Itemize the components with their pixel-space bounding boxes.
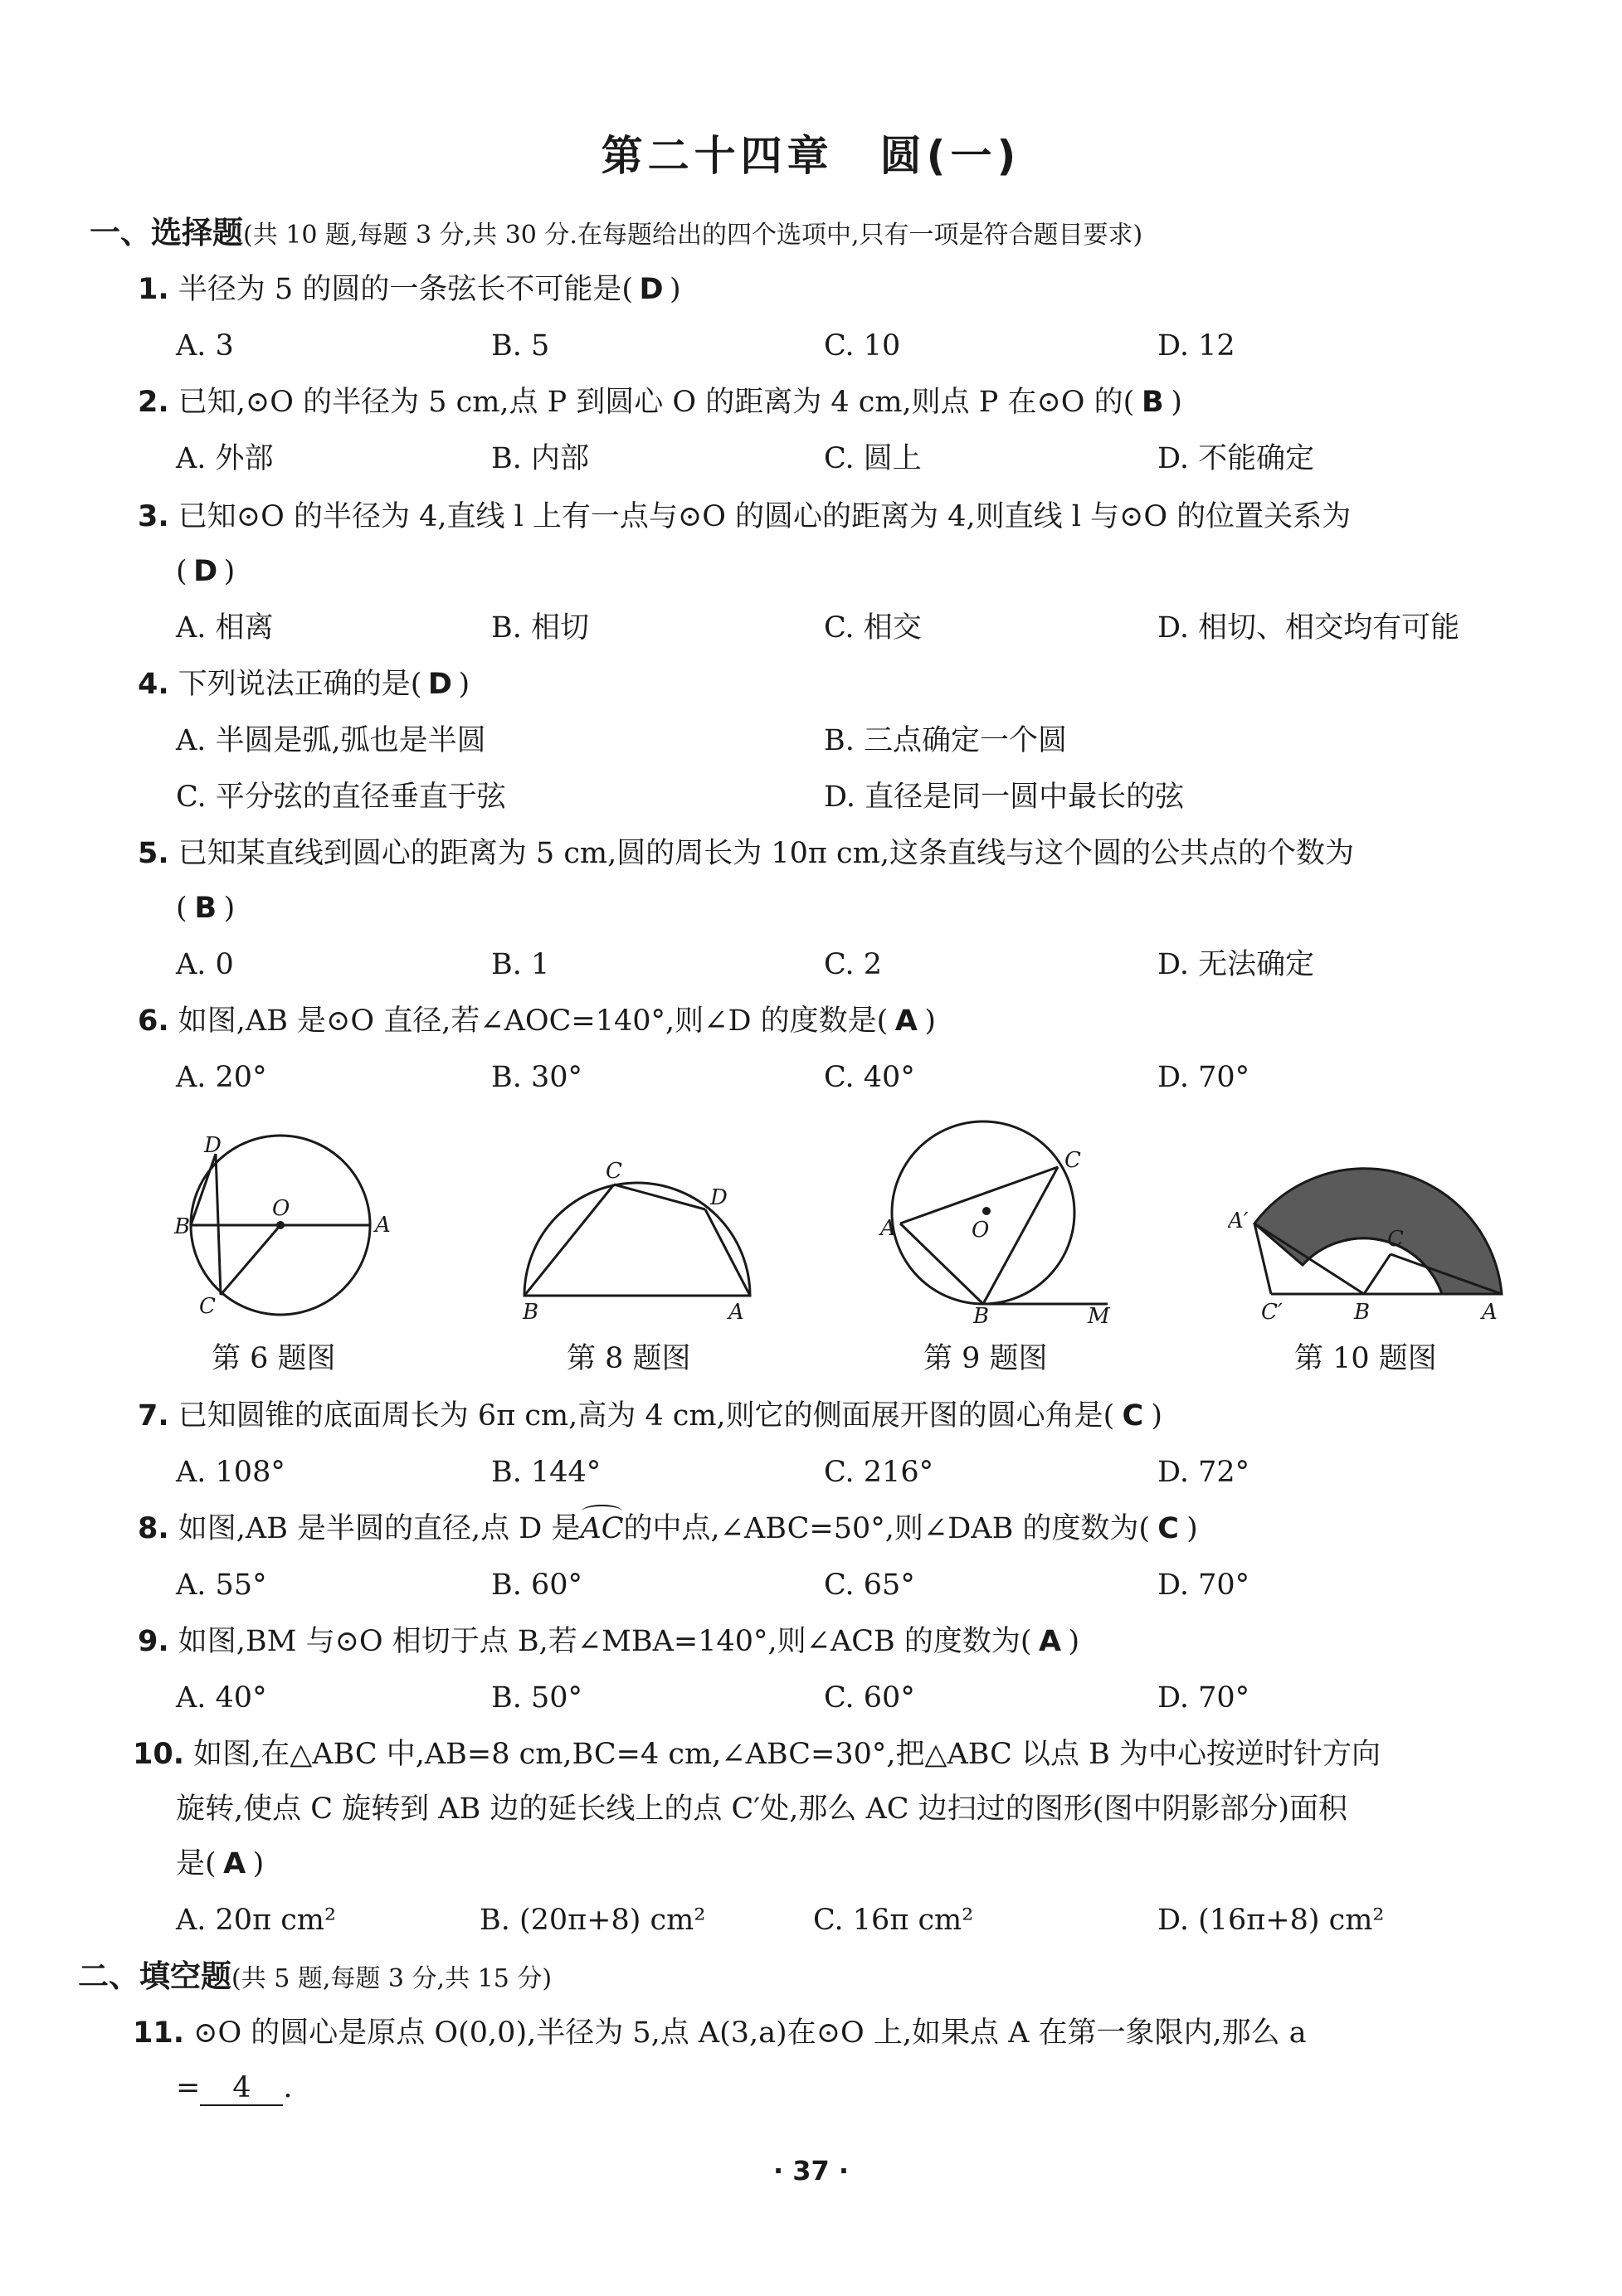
figure-10: [1228, 1153, 1510, 1323]
option-c: C. 40°: [824, 1061, 915, 1094]
label-c: C: [606, 1159, 622, 1184]
option-c: C. 圆上: [824, 442, 922, 475]
option-d: D. 直径是同一圆中最长的弦: [824, 781, 1185, 814]
option-c: C. 16π cm²: [813, 1904, 974, 1937]
answer-blank: 4: [200, 2074, 283, 2106]
figure-6-caption: 第 6 题图: [212, 1342, 336, 1375]
option-c: C. 10: [824, 329, 901, 362]
option-a: A. 108°: [176, 1456, 285, 1489]
figure-10-caption: 第 10 题图: [1294, 1342, 1437, 1375]
question-2: 2. 已知,⊙O 的半径为 5 cm,点 P 到圆心 O 的距离为 4 cm,则点 P 在⊙O 的( B ): [138, 386, 1182, 419]
label-a-prime: A′: [1228, 1209, 1249, 1233]
label-b: B: [174, 1214, 191, 1239]
question-11: 11. ⊙O 的圆心是原点 O(0,0),半径为 5,点 A(3,a)在⊙O 上,如果点 A 在第一象限内,那么 a: [133, 2016, 1307, 2050]
page-number: · 37 ·: [772, 2155, 850, 2187]
answer: A: [223, 1847, 246, 1880]
question-10-line-3: 是( A ): [176, 1847, 265, 1880]
option-b: B. 60°: [491, 1569, 583, 1602]
option-d: D. 无法确定: [1157, 948, 1315, 981]
figure-6: [166, 1132, 407, 1319]
label-m: M: [1088, 1304, 1110, 1323]
question-5-answer-line: ( B ): [176, 892, 236, 925]
label-a: A: [728, 1300, 744, 1323]
option-c: C. 216°: [824, 1456, 934, 1489]
option-b: B. 内部: [491, 442, 589, 475]
section-heading-choice: [90, 217, 1142, 249]
option-b: B. 相切: [491, 611, 589, 645]
label-a: A: [1482, 1300, 1498, 1323]
question-3-answer-line: ( D ): [176, 555, 236, 588]
section-label: 二、填空题: [78, 1958, 231, 1994]
figure-9: [875, 1116, 1124, 1323]
option-d: D. 70°: [1157, 1681, 1250, 1715]
option-a: A. 55°: [176, 1569, 267, 1602]
label-a: A: [880, 1216, 896, 1241]
figure-8-caption: 第 8 题图: [567, 1342, 691, 1375]
option-a: A. 3: [176, 329, 234, 362]
label-b: B: [973, 1304, 990, 1323]
label-d: D: [710, 1185, 728, 1210]
option-b: B. 5: [491, 329, 550, 362]
label-o: O: [972, 1218, 990, 1243]
option-a: A. 20π cm²: [176, 1904, 337, 1937]
option-b: B. 1: [491, 948, 550, 981]
option-a: A. 相离: [176, 611, 274, 645]
answer: D: [427, 668, 452, 701]
question-3: 3. 已知⊙O 的半径为 4,直线 l 上有一点与⊙O 的圆心的距离为 4,则直线 l 与⊙O 的位置关系为: [138, 500, 1352, 533]
section-note: (共 10 题,每题 3 分,共 30 分.在每题给出的四个选项中,只有一项是符合题目要求): [243, 221, 1143, 250]
answer: A: [1038, 1625, 1062, 1658]
label-a: A: [375, 1213, 391, 1238]
question-11-answer-line: = 4 .: [176, 2071, 293, 2104]
label-b: B: [1354, 1300, 1371, 1323]
question-8: 8. 如图,AB 是半圆的直径,点 D 是 AC的中点,∠ABC=50°,则∠DAB 的度数为( C ): [138, 1515, 1198, 1544]
question-10-line-2: 旋转,使点 C 旋转到 AB 边的延长线上的点 C′处,那么 AC 边扫过的图形(图中阴影部分)面积: [176, 1793, 1347, 1826]
answer: A: [894, 1004, 918, 1038]
option-b: B. 50°: [491, 1681, 583, 1715]
option-d: D. 70°: [1157, 1061, 1250, 1094]
option-a: A. 40°: [176, 1681, 267, 1715]
option-a: A. 20°: [176, 1061, 267, 1094]
option-b: B. 144°: [491, 1456, 602, 1489]
section-label: 一、选择题: [90, 215, 243, 251]
option-c: C. 平分弦的直径垂直于弦: [176, 781, 506, 814]
label-c-prime: C′: [1261, 1300, 1283, 1323]
option-d: D. 72°: [1157, 1456, 1250, 1489]
option-a: A. 外部: [176, 442, 274, 475]
label-c: C: [1064, 1148, 1081, 1173]
option-d: D. 70°: [1157, 1569, 1250, 1602]
figure-8: [514, 1153, 763, 1323]
arc-mark: [582, 1505, 621, 1518]
option-d: D. 12: [1157, 329, 1235, 362]
option-c: C. 60°: [824, 1681, 915, 1715]
question-1: 1. 半径为 5 的圆的一条弦长不可能是( D ): [138, 273, 681, 306]
section-note: (共 5 题,每题 3 分,共 15 分): [231, 1964, 553, 1993]
answer: B: [1141, 386, 1164, 419]
option-b: B. (20π+8) cm²: [480, 1904, 706, 1937]
answer: D: [639, 273, 664, 306]
option-b: B. 30°: [491, 1061, 583, 1094]
option-d: D. 相切、相交均有可能: [1157, 611, 1460, 645]
label-d: D: [204, 1133, 222, 1158]
figure-9-caption: 第 9 题图: [923, 1342, 1048, 1375]
label-b: B: [523, 1300, 539, 1323]
question-4: 4. 下列说法正确的是( D ): [138, 668, 470, 701]
option-c: C. 65°: [824, 1569, 915, 1602]
option-a: A. 0: [176, 948, 234, 981]
question-5: 5. 已知某直线到圆心的距离为 5 cm,圆的周长为 10π cm,这条直线与这个圆的公共点的个数为: [138, 837, 1354, 870]
option-d: D. 不能确定: [1157, 442, 1315, 475]
question-9: 9. 如图,BM 与⊙O 相切于点 B,若∠MBA=140°,则∠ACB 的度数为( A ): [138, 1625, 1080, 1658]
question-7: 7. 已知圆锥的底面周长为 6π cm,高为 4 cm,则它的侧面展开图的圆心角是( C ): [138, 1399, 1162, 1433]
question-6: 6. 如图,AB 是⊙O 直径,若∠AOC=140°,则∠D 的度数是( A ): [138, 1004, 936, 1038]
option-b: B. 三点确定一个圆: [824, 724, 1067, 757]
page-title: 第二十四章 圆(一): [601, 132, 1021, 180]
option-d: D. (16π+8) cm²: [1157, 1904, 1385, 1937]
label-c: C: [1387, 1227, 1404, 1252]
option-a: A. 半圆是弧,弧也是半圆: [176, 724, 486, 757]
section-heading-fill: [78, 1958, 553, 1994]
option-c: C. 2: [824, 948, 883, 981]
answer: C: [1157, 1512, 1179, 1545]
answer: C: [1122, 1399, 1144, 1433]
answer: D: [193, 555, 218, 588]
option-c: C. 相交: [824, 611, 922, 645]
label-o: O: [272, 1196, 290, 1221]
label-c: C: [199, 1294, 216, 1319]
answer: B: [194, 892, 217, 925]
arc-ac: AC: [580, 1515, 623, 1544]
question-10: 10. 如图,在△ABC 中,AB=8 cm,BC=4 cm,∠ABC=30°,把△ABC 以点 B 为中心按逆时针方向: [133, 1738, 1381, 1771]
